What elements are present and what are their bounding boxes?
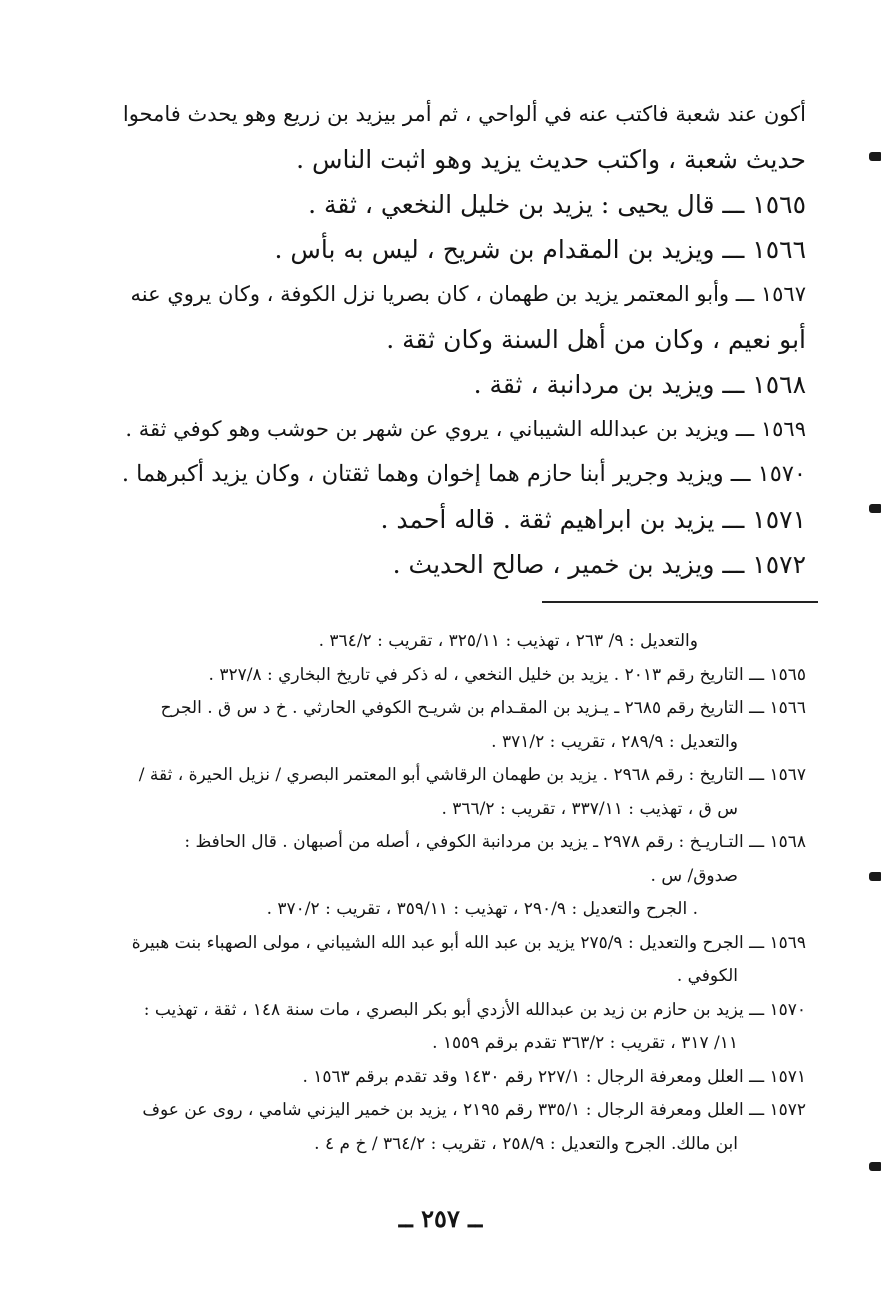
footnote-line: ١١/ ٣١٧ ، تقريب : ٣٦٣/٢ تقدم برقم ١٥٥٩ . <box>432 1033 738 1053</box>
main-line: ١٥٦٦ ـــ ويزيد بن المقدام بن شريح ، ليس به بأس . <box>274 235 806 264</box>
scan-edge-mark <box>869 872 881 881</box>
footnote-line: ١٥٧١ ـــ العلل ومعرفة الرجال : ٢٢٧/١ رقم ١٤٣٠ وقد تقدم برقم ١٥٦٣ . <box>302 1066 806 1087</box>
main-line: ١٥٦٧ ـــ وأبو المعتمر يزيد بن طهمان ، كان بصريا نزل الكوفة ، وكان يروي عنه <box>130 282 806 306</box>
footnote-line: صدوق/ س . <box>650 865 738 886</box>
page-number: ــ ٢٥٧ ــ <box>398 1204 483 1233</box>
scan-edge-mark <box>869 152 881 161</box>
footnote-line: ١٥٧٢ ـــ العلل ومعرفة الرجال : ٣٣٥/١ رقم ٢١٩٥ ، يزيد بن خمير اليزني شامي ، روى عن عوف <box>142 1100 806 1120</box>
footnote-line: ١٥٧٠ ـــ يزيد بن حازم بن زيد بن عبدالله الأزدي أبو بكر البصري ، مات سنة ١٤٨ ، ثقة ، تهذيب : <box>143 999 806 1020</box>
footnote-line: والتعديل : ٢٨٩/٩ ، تقريب : ٣٧١/٢ . <box>491 731 738 752</box>
main-line: حديث شعبة ، واكتب حديث يزيد وهو اثبت الناس . <box>296 145 806 174</box>
main-line: ١٥٧١ ـــ يزيد بن ابراهيم ثقة . قاله أحمد . <box>380 505 806 534</box>
footnote-line: ١٥٦٥ ـــ التاريخ رقم ٢٠١٣ . يزيد بن خليل النخعي ، له ذكر في تاريخ البخاري : ٣٢٧/٨ . <box>208 664 806 685</box>
footnotes-block <box>116 625 806 1161</box>
main-line: أبو نعيم ، وكان من أهل السنة وكان ثقة . <box>386 325 806 354</box>
footnote-line: ١٥٦٨ ـــ التـاريـخ : رقم ٢٩٧٨ ـ يزيد بن مردانبة الكوفي ، أصله من أصبهان . قال الحافظ : <box>184 832 806 852</box>
main-line: ١٥٦٩ ـــ ويزيد بن عبدالله الشيباني ، يروي عن شهر بن حوشب وهو كوفي ثقة . <box>125 417 806 441</box>
main-text-block <box>116 92 806 587</box>
footnote-divider <box>542 601 818 603</box>
footnote-line: ١٥٦٩ ـــ الجرح والتعديل : ٢٧٥/٩ يزيد بن عبد الله أبو عبد الله الشيباني ، مولى الصهباء بنت هبيرة <box>131 932 806 953</box>
main-line: ١٥٧٠ ـــ ويزيد وجرير أبنا حازم هما إخوان وهما ثقتان ، وكان يزيد أكبرهما . <box>121 461 806 487</box>
scan-edge-mark <box>869 1162 881 1171</box>
main-line: ١٥٧٢ ـــ ويزيد بن خمير ، صالح الحديث . <box>392 550 806 579</box>
main-line: أكون عند شعبة فاكتب عنه في ألواحي ، ثم أمر بيزيد بن زريع وهو يحدث فامحوا <box>122 102 806 126</box>
footnote-line: الكوفي . <box>676 966 738 986</box>
footnote-line: والتعديل : ٩/ ٢٦٣ ، تهذيب : ٣٢٥/١١ ، تقريب : ٣٦٤/٢ . <box>318 631 698 651</box>
footnote-line: ١٥٦٦ ـــ التاريخ رقم ٢٦٨٥ ـ يـزيد بن المقـدام بن شريـح الكوفي الحارثي . خ د س ق . الجرح <box>160 698 806 718</box>
scan-edge-mark <box>869 504 881 513</box>
footnote-line: . الجرح والتعديل : ٢٩٠/٩ ، تهذيب : ٣٥٩/١١ ، تقريب : ٣٧٠/٢ . <box>266 899 698 919</box>
footnote-line: ابن مالك. الجرح والتعديل : ٢٥٨/٩ ، تقريب : ٣٦٤/٢ / خ م ٤ . <box>314 1133 738 1154</box>
main-line: ١٥٦٥ ـــ قال يحيى : يزيد بن خليل النخعي ، ثقة . <box>308 190 806 219</box>
footnote-line: س ق ، تهذيب : ٣٣٧/١١ ، تقريب : ٣٦٦/٢ . <box>441 798 738 819</box>
main-line: ١٥٦٨ ـــ ويزيد بن مردانبة ، ثقة . <box>473 370 806 399</box>
footnote-line: ١٥٦٧ ـــ التاريخ : رقم ٢٩٦٨ . يزيد بن طهمان الرقاشي أبو المعتمر البصري / نزيل الحيرة ، ثقة / <box>138 765 806 785</box>
